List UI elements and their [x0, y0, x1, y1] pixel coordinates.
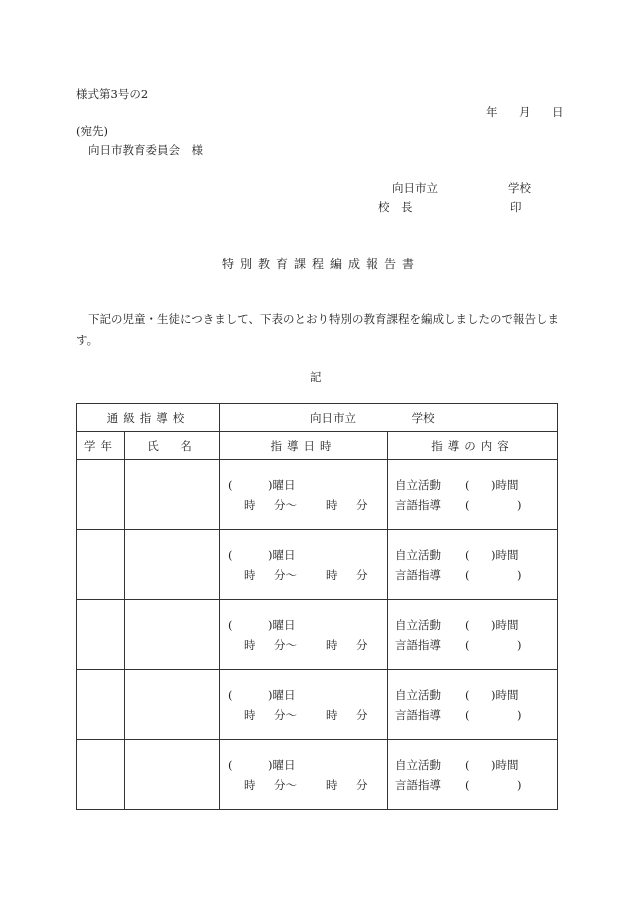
day-paren-close: )曜日	[268, 547, 296, 562]
minute-label-2: 分	[356, 637, 368, 652]
instruction-school-label: 通級指導校	[77, 404, 220, 432]
schedule-cell[interactable]	[220, 600, 388, 670]
name-cell[interactable]	[125, 530, 220, 600]
day-paren-open: (	[228, 477, 233, 492]
language-label: 言語指導	[395, 497, 441, 512]
hour-label-2: 時	[326, 707, 338, 722]
hour-label: 時	[244, 567, 256, 582]
hour-label: 時	[244, 497, 256, 512]
day-paren-open: (	[228, 757, 233, 772]
activity-paren-open: (	[465, 547, 470, 562]
minute-label-2: 分	[356, 567, 368, 582]
minute-label-2: 分	[356, 777, 368, 792]
body-text-content: 下記の児童・生徒につきまして、下表のとおり特別の教育課程を編成しましたので報告します。	[76, 312, 560, 347]
seal-label: 印	[510, 200, 522, 214]
addressee-prefix: (宛先)	[76, 124, 108, 138]
language-paren-open: (	[465, 497, 470, 512]
content-cell[interactable]	[388, 600, 558, 670]
hour-label-2: 時	[326, 567, 338, 582]
instruction-school-row	[77, 404, 558, 432]
language-paren-open: (	[465, 777, 470, 792]
content-cell[interactable]	[388, 670, 558, 740]
addressee: 向日市教育委員会 様	[88, 143, 203, 157]
hour-label: 時	[244, 707, 256, 722]
day-paren-close: )曜日	[268, 617, 296, 632]
day-paren-close: )曜日	[268, 687, 296, 702]
language-paren-open: (	[465, 707, 470, 722]
hour-label-2: 時	[326, 497, 338, 512]
activity-paren-close: )時間	[491, 547, 519, 562]
language-label: 言語指導	[395, 567, 441, 582]
day-paren-open: (	[228, 617, 233, 632]
school-city: 向日市立	[392, 181, 438, 195]
minute-label: 分～	[274, 497, 297, 512]
activity-paren-open: (	[465, 477, 470, 492]
activity-label: 自立活動	[395, 547, 441, 562]
hour-label: 時	[244, 777, 256, 792]
day-paren-close: )曜日	[268, 477, 296, 492]
minute-label-2: 分	[356, 707, 368, 722]
content-cell[interactable]	[388, 460, 558, 530]
instruction-school-city: 向日市立	[310, 410, 356, 425]
principal-label: 校 長	[378, 200, 413, 214]
header-name: 氏 名	[125, 432, 220, 460]
name-cell[interactable]	[125, 460, 220, 530]
hour-label: 時	[244, 637, 256, 652]
activity-paren-open: (	[465, 617, 470, 632]
ki-label: 記	[310, 370, 322, 384]
schedule-cell[interactable]	[220, 530, 388, 600]
language-label: 言語指導	[395, 707, 441, 722]
language-paren-open: (	[465, 637, 470, 652]
activity-label: 自立活動	[395, 687, 441, 702]
grade-cell[interactable]	[77, 670, 125, 740]
language-paren-close: )	[517, 497, 522, 512]
instruction-school-value	[220, 404, 558, 432]
language-paren-close: )	[517, 777, 522, 792]
language-paren-close: )	[517, 567, 522, 582]
content-cell[interactable]	[388, 530, 558, 600]
activity-paren-close: )時間	[491, 617, 519, 632]
minute-label: 分～	[274, 707, 297, 722]
header-content: 指導の内容	[388, 432, 558, 460]
language-label: 言語指導	[395, 777, 441, 792]
name-cell[interactable]	[125, 670, 220, 740]
date-line: 年 月 日	[486, 105, 569, 119]
table-row	[77, 460, 558, 530]
activity-label: 自立活動	[395, 617, 441, 632]
grade-cell[interactable]	[77, 530, 125, 600]
content-cell[interactable]	[388, 740, 558, 810]
table-row	[77, 740, 558, 810]
language-paren-close: )	[517, 637, 522, 652]
report-table	[76, 403, 558, 810]
form-number: 様式第3号の2	[76, 87, 149, 101]
day-paren-open: (	[228, 547, 233, 562]
column-header-row	[77, 432, 558, 460]
grade-cell[interactable]	[77, 600, 125, 670]
activity-label: 自立活動	[395, 477, 441, 492]
table-row	[77, 670, 558, 740]
schedule-cell[interactable]	[220, 460, 388, 530]
language-paren-open: (	[465, 567, 470, 582]
minute-label-2: 分	[356, 497, 368, 512]
activity-paren-open: (	[465, 687, 470, 702]
document-title: 特別教育課程編成報告書	[222, 257, 421, 271]
activity-paren-open: (	[465, 757, 470, 772]
table-row	[77, 600, 558, 670]
hour-label-2: 時	[326, 637, 338, 652]
header-schedule: 指導日時	[220, 432, 388, 460]
instruction-school-suffix: 学校	[411, 410, 435, 425]
table-row	[77, 530, 558, 600]
language-label: 言語指導	[395, 637, 441, 652]
minute-label: 分～	[274, 637, 297, 652]
minute-label: 分～	[274, 567, 297, 582]
language-paren-close: )	[517, 707, 522, 722]
header-grade: 学年	[77, 432, 125, 460]
name-cell[interactable]	[125, 600, 220, 670]
body-text	[76, 309, 566, 351]
name-cell[interactable]	[125, 740, 220, 810]
activity-paren-close: )時間	[491, 687, 519, 702]
day-paren-open: (	[228, 687, 233, 702]
minute-label: 分～	[274, 777, 297, 792]
schedule-cell[interactable]	[220, 670, 388, 740]
school-suffix: 学校	[508, 181, 531, 195]
grade-cell[interactable]	[77, 460, 125, 530]
activity-paren-close: )時間	[491, 477, 519, 492]
hour-label-2: 時	[326, 777, 338, 792]
day-paren-close: )曜日	[268, 757, 296, 772]
activity-label: 自立活動	[395, 757, 441, 772]
schedule-cell[interactable]	[220, 740, 388, 810]
activity-paren-close: )時間	[491, 757, 519, 772]
grade-cell[interactable]	[77, 740, 125, 810]
